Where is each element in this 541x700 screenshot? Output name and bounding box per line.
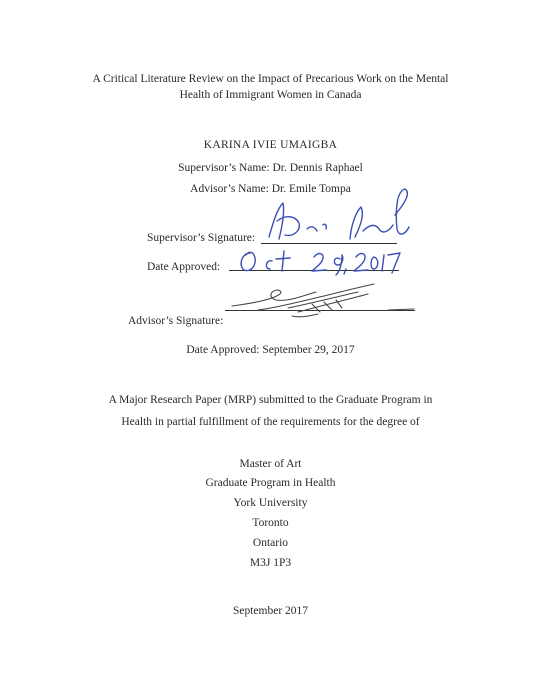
- title-line-2: Health of Immigrant Women in Canada: [179, 89, 362, 101]
- title-line-1: A Critical Literature Review on the Impact of Precarious Work on the Mental: [92, 73, 449, 85]
- author-name: KARINA IVIE UMAIGBA: [203, 139, 338, 151]
- supervisor-signature-image: [255, 185, 415, 250]
- mrp-statement-line-2: Health in partial fulfillment of the requirements for the degree of: [121, 416, 420, 428]
- degree-name: Master of Art: [239, 458, 302, 470]
- advisor-signature-label: Advisor’s Signature:: [128, 315, 224, 327]
- advisor-signature-image: [228, 282, 418, 322]
- supervisor-name: Supervisor’s Name: Dr. Dennis Raphael: [178, 162, 363, 174]
- advisor-name: Advisor’s Name: Dr. Emile Tompa: [190, 183, 351, 195]
- postal-code: M3J 1P3: [249, 557, 292, 569]
- city-name: Toronto: [252, 517, 289, 529]
- program-name: Graduate Program in Health: [205, 477, 336, 489]
- supervisor-signature-label: Supervisor’s Signature:: [147, 232, 256, 244]
- date-approved-label: Date Approved:: [147, 261, 221, 273]
- submission-date: September 2017: [232, 605, 309, 617]
- province-name: Ontario: [252, 537, 289, 549]
- handwritten-date-image: [232, 243, 402, 275]
- university-name: York University: [233, 497, 308, 509]
- mrp-statement-line-1: A Major Research Paper (MRP) submitted to the Graduate Program in: [108, 394, 433, 406]
- advisor-date-approved: Date Approved: September 29, 2017: [186, 344, 355, 356]
